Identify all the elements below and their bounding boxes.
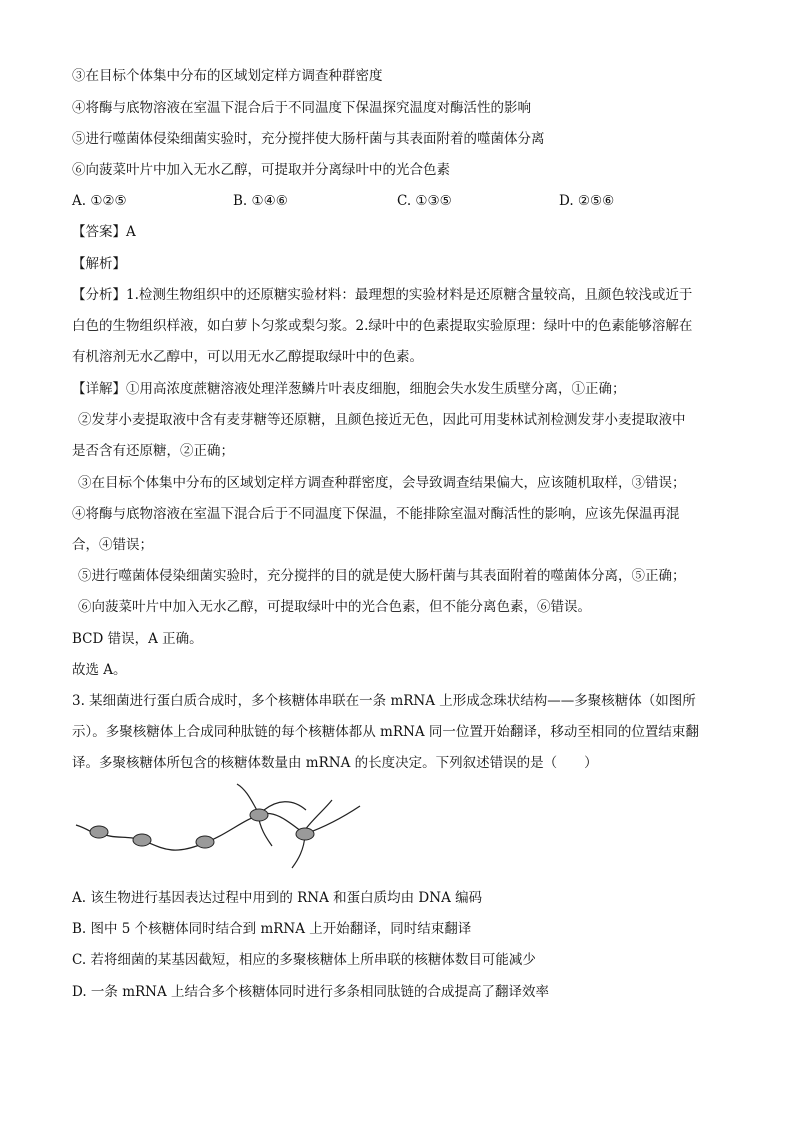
q3-stem-line: 3. 某细菌进行蛋白质合成时，多个核糖体串联在一条 mRNA 上形成念珠状结构——多聚核糖体（如图所 bbox=[72, 693, 696, 709]
analysis-line: 有机溶剂无水乙醇中，可以用无水乙醇提取绿叶中的色素。 bbox=[72, 349, 423, 365]
detail-line: ③在目标个体集中分布的区域划定样方调查种群密度，会导致调查结果偏大，应该随机取样，③错误； bbox=[78, 475, 686, 491]
ribosome bbox=[90, 826, 108, 838]
detail-line: ②发芽小麦提取液中含有麦芽糖等还原糖，且颜色接近无色，因此可用斐林试剂检测发芽小麦提取液中 bbox=[78, 412, 686, 428]
q3-option-d: D. 一条 mRNA 上结合多个核糖体同时进行多条相同肽链的合成提高了翻译效率 bbox=[72, 984, 550, 1000]
ribosome bbox=[296, 828, 314, 840]
option-a: A. ①②⑤ bbox=[72, 193, 127, 209]
detail-line: ⑥向菠菜叶片中加入无水乙醇，可提取绿叶中的光合色素，但不能分离色素，⑥错误。 bbox=[78, 599, 591, 615]
analysis-line: 白色的生物组织样液，如白萝卜匀浆或梨匀浆。2.绿叶中的色素提取实验原理：绿叶中的色素能够溶解在 bbox=[72, 318, 693, 334]
detail-line: 合，④错误； bbox=[72, 537, 153, 553]
ribosome bbox=[133, 834, 151, 846]
detail-line: ④将酶与底物溶液在室温下混合后于不同温度下保温，不能排除室温对酶活性的影响，应该先保温再混 bbox=[72, 506, 680, 522]
q3-option-c: C. 若将细菌的某基因截短，相应的多聚核糖体上所串联的核糖体数目可能减少 bbox=[72, 952, 536, 968]
answer-label: 【答案】A bbox=[72, 224, 136, 240]
analysis-line: 【分析】1.检测生物组织中的还原糖实验材料：最理想的实验材料是还原糖含量较高，且颜色较浅或近于 bbox=[72, 287, 693, 303]
peptide-chain bbox=[237, 784, 258, 812]
detail-line: 是否含有还原糖，②正确； bbox=[72, 443, 234, 459]
statement-5: ⑤进行噬菌体侵染细菌实验时，充分搅拌使大肠杆菌与其表面附着的噬菌体分离 bbox=[72, 131, 545, 147]
peptide-chain bbox=[305, 800, 332, 830]
q3-stem-line: 译。多聚核糖体所包含的核糖体数量由 mRNA 的长度决定。下列叙述错误的是（ ） bbox=[72, 755, 598, 771]
mrna-strand bbox=[76, 806, 360, 850]
statement-6: ⑥向菠菜叶片中加入无水乙醇，可提取并分离绿叶中的光合色素 bbox=[72, 162, 450, 178]
statement-3: ③在目标个体集中分布的区域划定样方调查种群密度 bbox=[72, 68, 383, 84]
ribosome bbox=[196, 836, 214, 848]
q3-option-b: B. 图中 5 个核糖体同时结合到 mRNA 上开始翻译，同时结束翻译 bbox=[72, 921, 472, 937]
detail-line: ⑤进行噬菌体侵染细菌实验时，充分搅拌的目的就是使大肠杆菌与其表面附着的噬菌体分离，⑤正确； bbox=[78, 568, 686, 584]
peptide-chain bbox=[264, 802, 306, 810]
detail-line: 故选 A。 bbox=[72, 662, 127, 678]
option-d: D. ②⑤⑥ bbox=[559, 193, 615, 209]
detail-line: BCD 错误，A 正确。 bbox=[72, 631, 203, 647]
option-b: B. ①④⑥ bbox=[233, 193, 288, 209]
statement-4: ④将酶与底物溶液在室温下混合后于不同温度下保温探究温度对酶活性的影响 bbox=[72, 100, 531, 116]
ribosome bbox=[250, 809, 268, 821]
option-c: C. ①③⑤ bbox=[397, 193, 452, 209]
q3-stem-line: 示）。多聚核糖体上合成同种肽链的每个核糖体都从 mRNA 同一位置开始翻译，移动至相同的位置结束翻 bbox=[72, 724, 699, 740]
q3-option-a: A. 该生物进行基因表达过程中用到的 RNA 和蛋白质均由 DNA 编码 bbox=[72, 890, 483, 906]
polyribosome-figure bbox=[72, 780, 372, 880]
analysis-label: 【解析】 bbox=[72, 256, 126, 272]
detail-line: 【详解】①用高浓度蔗糖溶液处理洋葱鳞片叶表皮细胞，细胞会失水发生质壁分离，①正确； bbox=[72, 381, 626, 397]
